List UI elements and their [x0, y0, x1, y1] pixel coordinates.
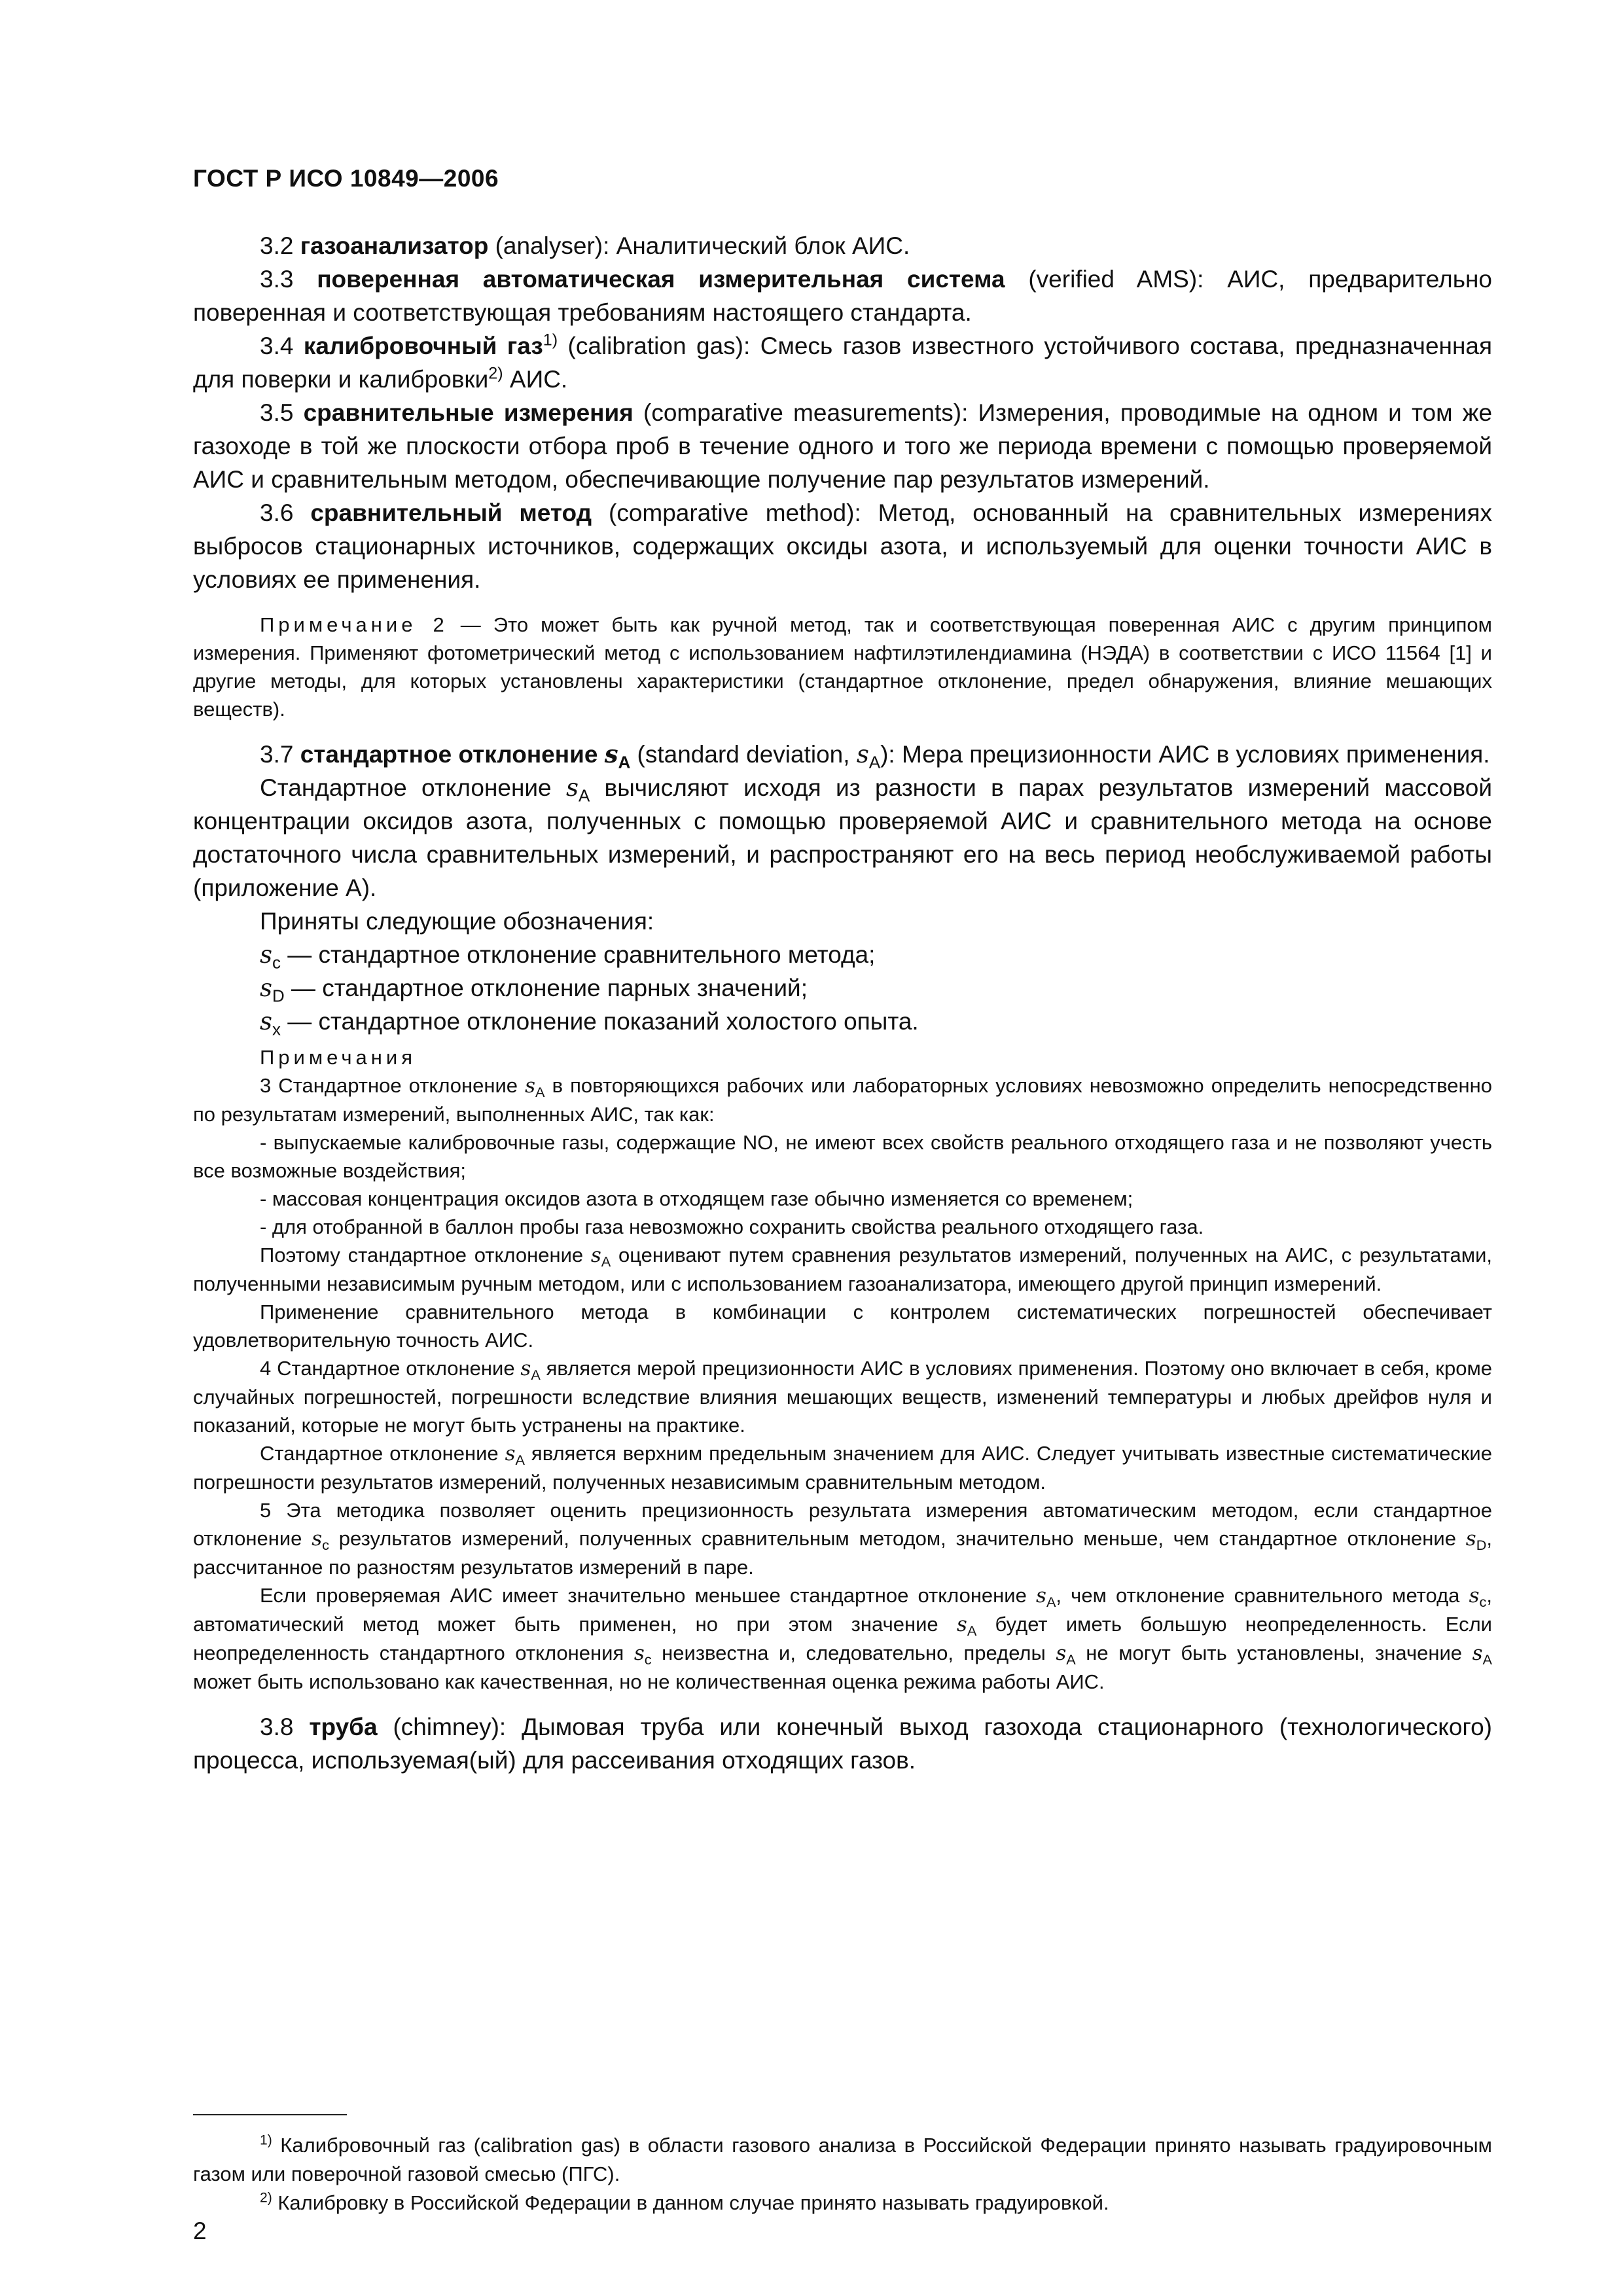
designation-item: $s_D$ — стандартное отклонение парных значений; — [260, 974, 808, 1006]
note-5: 5 Эта методика позволяет оценить прецизионность результата измерения автоматическим методом, если стандартное отклонение $s_c$ результатов измерений, полученных сравнительным методом, значительно меньше, чем стандартное отклонение $s_D$, рассчитанное по разностям результатов измерений в паре. — [193, 1499, 1492, 1579]
clause-3-6: 3.6 сравнительный метод (comparative method): Метод, основанный на сравнительных измерениях выбросов стационарных источников, содержащих оксиды азота, и используемый для оценки точности АИС в условиях ее применения. — [193, 499, 1493, 593]
note-3-item: - массовая концентрация оксидов азота в отходящем газе обычно изменяется со временем; — [260, 1187, 1133, 1210]
term: газоанализатор — [300, 232, 489, 259]
note-2: Примечание 2 — Это может быть как ручной метод, так и соответствующая поверенная АИС с другим принципом измерения. Применяют фотометрический метод с использованием нафтилэтилендиамина (НЭДА) в соответствии с ИСО 11564 [1] и другие методы, для которых установлены характеристики (стандартное отклонение, предел обнаружения, влияние мешающих веществ). — [193, 613, 1492, 721]
footnote-2: $^{2)}$ Калибровку в Российской Федерации в данном случае принято называть градуировкой. — [260, 2190, 1109, 2214]
note-4-text: Стандартное отклонение $s_A$ является верхним предельным значением для АИС. Следует учитывать известные систематические погрешности результатов измерений, полученных независимым сравнительным методом. — [193, 1442, 1492, 1494]
note-label: Примечание 2 — [260, 613, 448, 636]
clause-3-7: 3.7 стандартное отклонение $s_A$ (standard deviation, $s_A$): Мера прецизионности АИС в условиях применения. — [260, 740, 1490, 772]
note-3: 3 Стандартное отклонение $s_A$ в повторяющихся рабочих или лабораторных условиях невозможно определить непосредственно по результатам измерений, выполненных АИС, так как: — [193, 1074, 1492, 1126]
footnote-1: $^{1)}$ Калибровочный газ (calibration gas) в области газового анализа в Российской Федерации принято называть градуировочным газом или поверочной газовой смесью (ПГС). — [193, 2132, 1492, 2185]
clause-3-7-text: Стандартное отклонение $s_A$ вычисляют исходя из разности в парах результатов измерений массовой концентрации оксидов азота, полученных с помощью проверяемой АИС и сравнительного метода на основе достаточного числа сравнительных измерений, и распространяют его на весь период необслуживаемой работы (приложение А). — [193, 774, 1492, 901]
term: стандартное отклонение — [300, 741, 598, 768]
designation-item: $s_c$ — стандартное отклонение сравнительного метода; — [260, 941, 876, 973]
page-number: 2 — [193, 2217, 207, 2244]
note-5-text: Если проверяемая АИС имеет значительно меньшее стандартное отклонение $s_A$, чем отклонение сравнительного метода $s_c$, автоматический метод может быть применен, но при этом значение $s_A$ будет иметь большую неопределенность. Если неопределенность стандартного отклонения $s_c$ неизвестна и, следовательно, пределы $s_A$ не могут быть установлены, значение $s_A$ может быть использовано как качественная, но не количественная оценка режима работы АИС. — [193, 1584, 1493, 1693]
note-4: 4 Стандартное отклонение $s_A$ является мерой прецизионности АИС в условиях применения. Поэтому оно включает в себя, кроме случайных погрешностей, погрешности вследствие влияния мешающих веществ, изменений температуры и любых дрейфов нуля и показаний, которые не могут быть устранены на практике. — [193, 1357, 1492, 1437]
note-3-text: Поэтому стандартное отклонение $s_A$ оценивают путем сравнения результатов измерений, полученных на АИС, с результатами, полученными независимым ручным методом, или с использованием газоанализатора, имеющего другой принцип измерений. — [193, 1244, 1492, 1295]
term: сравнительный метод — [310, 499, 592, 526]
clause-3-8: 3.8 труба (chimney): Дымовая труба или конечный выход газохода стационарного (технологического) процесса, используемая(ый) для рассеивания отходящих газов. — [193, 1713, 1493, 1774]
note-3-item: - выпускаемые калибровочные газы, содержащие NO, не имеют всех свойств реального отходящего газа и не позволяют учесть все возможные воздействия; — [193, 1131, 1492, 1182]
designations-intro: Приняты следующие обозначения: — [260, 908, 654, 935]
footnote-divider — [193, 2114, 347, 2115]
notes-heading: Примечания — [260, 1046, 416, 1069]
term: труба — [309, 1713, 378, 1740]
note-3-text: Применение сравнительного метода в комбинации с контролем систематических погрешностей обеспечивает удовлетворительную точность АИС. — [193, 1300, 1492, 1352]
document-body — [193, 229, 1492, 1777]
footnote-ref: 2) — [488, 364, 503, 383]
clause-3-3: 3.3 поверенная автоматическая измерительная система (verified AMS): АИС, предварительно поверенная и соответствующая требованиям настоящего стандарта. — [193, 266, 1493, 326]
footnotes — [193, 2131, 1492, 2217]
term: сравнительные измерения — [303, 399, 633, 426]
clause-3-5: 3.5 сравнительные измерения (comparative measurements): Измерения, проводимые на одном и том же газоходе в той же плоскости отбора проб в течение одного и того же периода времени с помощью проверяемой АИС и сравнительным методом, обеспечивающие получение пар результатов измерений. — [193, 399, 1493, 493]
note-3-item: - для отобранной в баллон пробы газа невозможно сохранить свойства реального отходящего газа. — [260, 1215, 1204, 1238]
term: калибровочный газ — [303, 332, 543, 359]
footnote-ref: 1) — [543, 331, 558, 350]
clause-3-4: 3.4 калибровочный газ$^{1)}$ (calibration gas): Смесь газов известного устойчивого состава, предназначенная для поверки и калибровки$^{2)}$ АИС. — [193, 331, 1492, 393]
clause-3-2: 3.2 газоанализатор (analyser): Аналитический блок АИС. — [260, 232, 910, 259]
document-header: ГОСТ Р ИСО 10849—2006 — [193, 165, 499, 192]
term: поверенная автоматическая измерительная система — [317, 266, 1005, 293]
designation-item: $s_x$ — стандартное отклонение показаний холостого опыта. — [260, 1007, 919, 1039]
